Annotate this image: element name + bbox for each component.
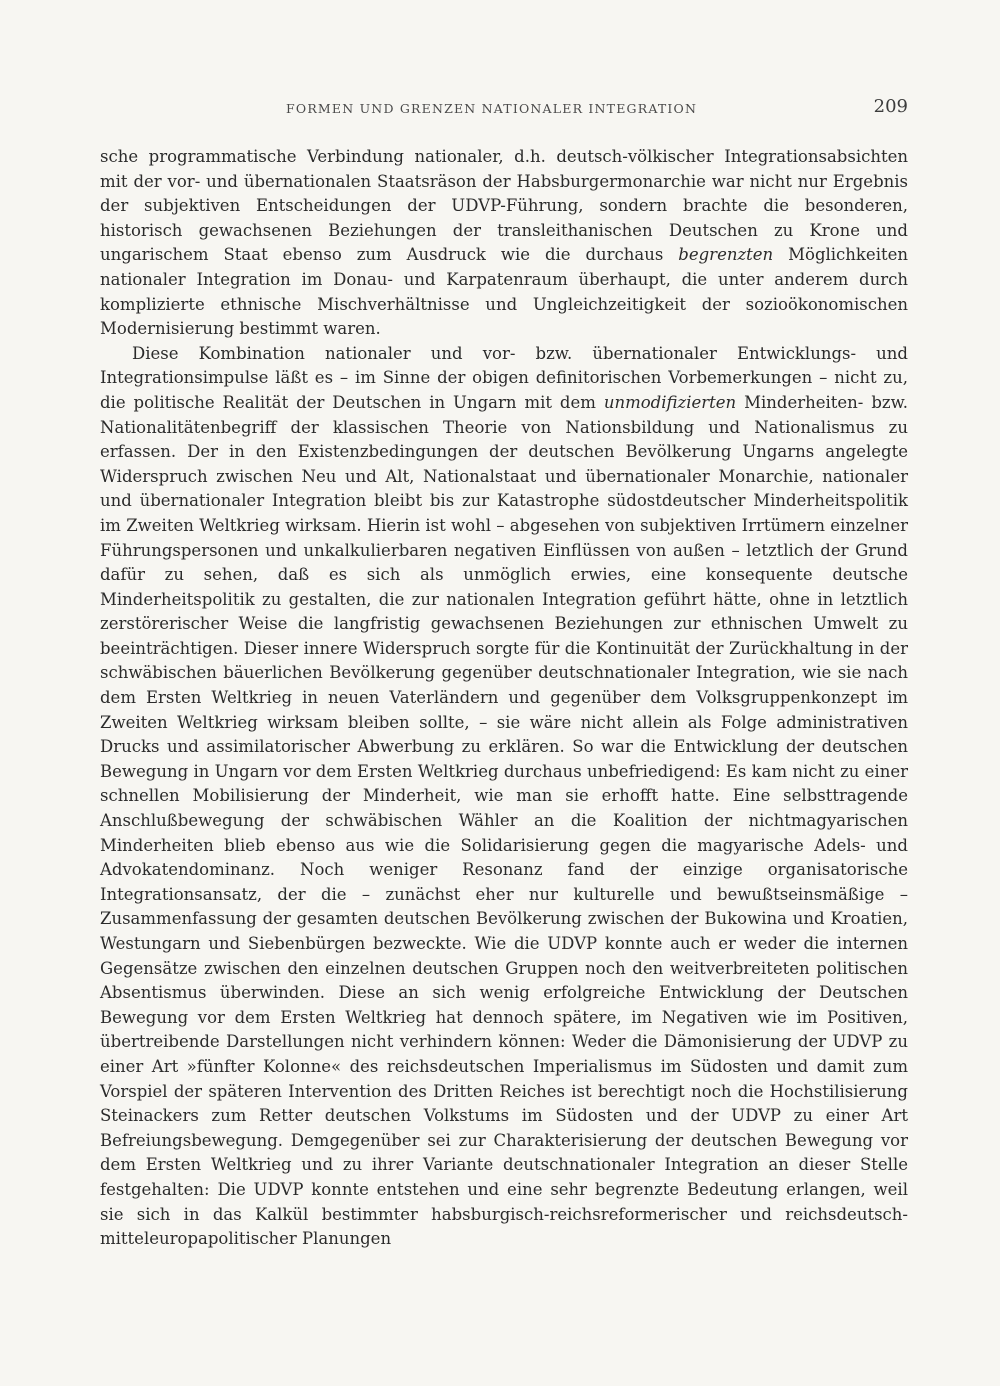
paragraph-1-text-b: Möglichkeiten nationaler Integration im Donau- und Karpatenraum überhaupt, die unter anderem durch komplizierte ethnische Mischverhältnisse und Ungleichzeitigkeit der sozioökonomischen Modernisierung bestimmt waren.: [100, 245, 908, 339]
paragraph-1-emphasis: begrenzten: [678, 245, 774, 265]
running-title: FORMEN UND GRENZEN NATIONALER INTEGRATION: [286, 101, 698, 116]
page-number: 209: [873, 96, 908, 117]
paragraph-1: [100, 145, 908, 342]
book-page: [100, 92, 908, 1302]
paragraph-1-text-a: sche programmatische Verbindung nationaler, d.h. deutsch-völkischer Integrationsabsichten mit der vor- und übernationalen Staatsräson der Habsburgermonarchie war nicht nur Ergebnis der subjektiven Entscheidungen der UDVP-Führung, sondern brachte die besonderen, historisch gewachsenen Beziehungen der transleithanischen Deutschen zu Krone und ungarischem Staat ebenso zum Ausdruck wie die durchaus: [100, 147, 908, 265]
paragraph-2-text-a: Diese Kombination nationaler und vor- bzw. übernationaler Entwicklungs- und Integrationsimpulse läßt es – im Sinne der obigen definitorischen Vorbemerkungen – nicht zu, die politische Realität der Deutschen in Ungarn mit dem: [100, 343, 908, 412]
running-header: [100, 92, 908, 122]
paragraph-2: [100, 342, 908, 1252]
paragraph-2-text-b: Minderheiten- bzw. Nationalitätenbegriff der klassischen Theorie von Nationsbildung und Nationalismus zu erfassen. Der in den Existenzbedingungen der deutschen Bevölkerung Ungarns angelegte Widerspruch zwischen Neu und Alt, Nationalstaat und übernationaler Monarchie, nationaler und übernationaler Integration bleibt bis zur Katastrophe südostdeutscher Minderheitspolitik im Zweiten Weltkrieg wirksam. Hierin ist wohl – abgesehen von subjektiven Irrtümern einzelner Führungspersonen und unkalkulierbaren negativen Einflüssen von außen – letztlich der Grund dafür zu sehen, daß es sich als unmöglich erwies, eine konsequente deutsche Minderheitspolitik zu gestalten, die zur nationalen Integration geführt hätte, ohne in letztlich zerstörerischer Weise die langfristig gewachsenen Beziehungen zur ethnischen Umwelt zu beeinträchtigen. Dieser innere Widerspruch sorgte für die Kontinuität der Zurückhaltung in der schwäbischen bäuerlichen Bevölkerung gegenüber deutschnationaler Integration, wie sie nach dem Ersten Weltkrieg in neuen Vaterländern und gegenüber dem Volksgruppenkonzept im Zweiten Weltkrieg wirksam bleiben sollte, – sie wäre nicht allein als Folge administrativen Drucks und assimilatorischer Abwerbung zu erklären. So war die Entwicklung der deutschen Bewegung in Ungarn vor dem Ersten Weltkrieg durchaus unbefriedigend: Es kam nicht zu einer schnellen Mobilisierung der Minderheit, wie man sie erhofft hatte. Eine selbsttragende Anschlußbewegung der schwäbischen Wähler an die Koalition der nichtmagyarischen Minderheiten blieb ebenso aus wie die Solidarisierung gegen die magyarische Adels- und Advokatendominanz. Noch weniger Resonanz fand der einzige organisatorische Integrationsansatz, der die – zunächst eher nur kulturelle und bewußtseinsmäßige – Zusammenfassung der gesamten deutschen Bevölkerung zwischen der Bukowina und Kroatien, Westungarn und Siebenbürgen bezweckte. Wie die UDVP konnte auch er weder die internen Gegensätze zwischen den einzelnen deutschen Gruppen noch den weitverbreiteten politischen Absentismus überwinden. Diese an sich wenig erfolgreiche Entwicklung der Deutschen Bewegung vor dem Ersten Weltkrieg hat dennoch spätere, im Negativen wie im Positiven, übertreibende Darstellungen nicht verhindern können: Weder die Dämonisierung der UDVP zu einer Art »fünfter Kolonne« des reichsdeutschen Imperialismus im Südosten und damit zum Vorspiel der späteren Intervention des Dritten Reiches ist berechtigt noch die Hochstilisierung Steinackers zum Retter deutschen Volkstums im Südosten und der UDVP zu einer Art Befreiungsbewegung. Demgegenüber sei zur Charakterisierung der deutschen Bewegung vor dem Ersten Weltkrieg und zu ihrer Variante deutschnationaler Integration an dieser Stelle festgehalten: Die UDVP konnte entstehen und eine sehr begrenzte Bedeutung erlangen, weil sie sich in das Kalkül bestimmter habsburgisch-reichsreformerischer und reichsdeutsch-mitteleuropapolitischer Planungen: [100, 392, 908, 1249]
paragraph-2-emphasis: unmodifizierten: [603, 392, 737, 412]
body-text: [100, 145, 908, 1252]
